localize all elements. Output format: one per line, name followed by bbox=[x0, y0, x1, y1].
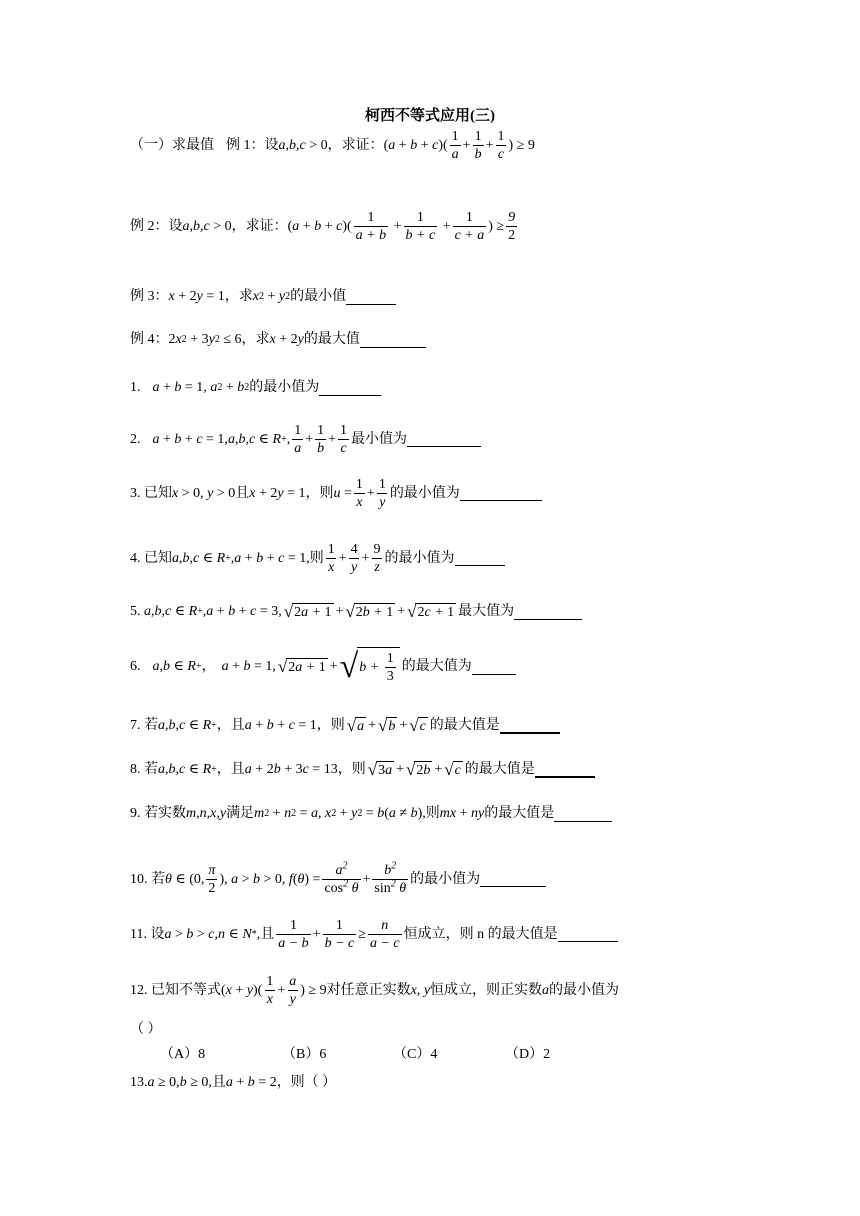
problem-number: 1. bbox=[130, 380, 141, 395]
fraction: $\frac{1}{a - b}$ bbox=[278, 918, 309, 951]
conjunction: 对任意正实数 bbox=[326, 982, 411, 998]
problem-9: 9. 若实数 m , n , x , y 满足 m 2 + n 2 = a , x 2 + y 2 = b ( a ≠ b ), 则 mx + ny 的最大值是 bbox=[130, 805, 612, 823]
square-root: √ 2c + 1 bbox=[407, 602, 455, 621]
fraction: $\frac{\pi}{2}$ bbox=[208, 863, 216, 896]
example-4-label: 例 4： bbox=[130, 332, 169, 347]
problem-10: 10. 若 θ ∈ (0, $\frac{\pi}{2}$ ), a > b > 0, f ( θ ) = $\frac{a^2}{\cos^2 \theta}$ + $\frac{b^2}{\sin^2 \theta}$ 的最小值为 bbox=[130, 862, 546, 897]
problem-number: 8. 若 bbox=[130, 762, 158, 777]
conjunction: ，且 bbox=[216, 718, 245, 733]
fraction: $\frac{9}{z}$ bbox=[373, 542, 381, 575]
answer-blank[interactable] bbox=[500, 718, 560, 734]
problem-number: 6. bbox=[130, 659, 141, 674]
problem-8-tail: 的最大值是 bbox=[464, 762, 535, 777]
fraction: $\frac{n}{a - c}$ bbox=[369, 918, 400, 951]
fraction: $\frac{1}{a + b}$ bbox=[355, 210, 387, 243]
problem-6-tail: 的最大值为 bbox=[401, 659, 472, 674]
conjunction: 满足 bbox=[226, 806, 255, 821]
example-3-tail: ，求 bbox=[224, 289, 253, 304]
problem-number: 10. 若 bbox=[130, 871, 165, 887]
page-title: 柯西不等式应用(三) bbox=[365, 108, 495, 124]
example-4-max: 的最大值 bbox=[303, 332, 360, 347]
fraction: $\frac{1}{c}$ bbox=[340, 423, 348, 456]
option-d[interactable]: （D）2 bbox=[505, 1047, 551, 1062]
problem-12: 12. 已知不等式 ( x + y )( $\frac{1}{x}$ + $\frac{a}{y}$ ) ≥ 9 对任意正实数 x , y 恒成立，则正实数 a 的最小值为 bbox=[130, 974, 620, 1007]
example-1: （一）求最值 例 1：设 a , b , c > 0 ，求证： ( a + b + c )( $\frac{1}{a}$ + $\frac{1}{b}$ + $\frac{1}{c}$ ) ≥ 9 bbox=[130, 129, 535, 162]
answer-blank[interactable] bbox=[514, 605, 582, 620]
answer-blank[interactable] bbox=[407, 432, 481, 447]
problem-number: 9. 若实数 bbox=[130, 806, 186, 821]
fraction: $\frac{1}{b}$ bbox=[474, 129, 482, 162]
fraction: $\frac{1}{3}$ bbox=[386, 651, 394, 684]
conjunction: ，则 bbox=[305, 485, 334, 501]
problem-number: 3. 已知 bbox=[130, 485, 172, 501]
problem-13: 13. a ≥ 0, b ≥ 0, 且 a + b = 2 ，则（ ） bbox=[130, 1075, 337, 1090]
problem-4-tail: 的最小值为 bbox=[384, 550, 455, 566]
example-1-label: 例 1：设 bbox=[226, 137, 279, 153]
example-2: 例 2：设 a , b , c > 0 ，求证： ( a + b + c )( $\frac{1}{a + b}$ + $\frac{1}{b + c}$ + $\frac{1}{c + a}$ ) ≥ $\frac{9}{2}$ bbox=[130, 210, 516, 243]
fraction: $\frac{1}{a}$ bbox=[294, 423, 302, 456]
option-c[interactable]: （C）4 bbox=[393, 1047, 438, 1062]
square-root: √ 2a + 1 bbox=[277, 657, 326, 676]
problem-1-tail: 的最小值为 bbox=[249, 380, 320, 395]
problem-5: 5. a , b , c ∈ R + , a + b + c = 3, √ 2a + 1 + √ 2b + 1 + √ 2c + 1 最大值为 bbox=[130, 603, 582, 621]
problem-1: 1. a + b = 1, a 2 + b 2 的最小值为 bbox=[130, 379, 381, 397]
problem-2-tail: 最小值为 bbox=[351, 431, 408, 447]
answer-blank[interactable] bbox=[535, 762, 595, 778]
problem-6: 6. a , b ∈ R + ， a + b = 1, √ 2a + 1 + √ b + $\frac{1}{3}$ 的最大值为 bbox=[130, 647, 516, 687]
problem-number: 5. bbox=[130, 604, 141, 619]
answer-blank[interactable] bbox=[455, 551, 505, 566]
answer-blank[interactable] bbox=[360, 333, 426, 348]
prove-label: ，求证： bbox=[327, 137, 384, 153]
conjunction: ，则 bbox=[337, 762, 366, 777]
problem-7: 7. 若 a , b , c ∈ R + ，且 a + b + c = 1 ，则 √ a + √ b + √ c 的最大值是 bbox=[130, 717, 560, 735]
problem-4: 4. 已知 a , b , c ∈ R + , a + b + c = 1, 则 $\frac{1}{x}$ + $\frac{4}{y}$ + $\frac{9}{z}$ 的最小值为 bbox=[130, 541, 505, 576]
conjunction: 且 bbox=[211, 1075, 226, 1090]
answer-blank[interactable] bbox=[472, 660, 516, 675]
prove-label: ，求证： bbox=[231, 218, 288, 234]
fraction: $\frac{1}{x}$ bbox=[327, 542, 335, 575]
problem-10-tail: 的最小值为 bbox=[410, 871, 481, 887]
fraction: $\frac{4}{y}$ bbox=[350, 542, 358, 575]
problem-number: 12. 已知不等式 bbox=[130, 982, 221, 998]
square-root: √ c bbox=[444, 760, 461, 779]
conjunction: ，则 bbox=[316, 718, 345, 733]
fraction: $\frac{1}{y}$ bbox=[378, 477, 386, 510]
answer-blank[interactable] bbox=[346, 290, 396, 305]
problem-5-tail: 最大值为 bbox=[458, 604, 515, 619]
square-root: √ c bbox=[409, 716, 426, 735]
fraction: $\frac{a^2}{\cos^2 \theta}$ bbox=[324, 860, 359, 896]
option-a[interactable]: （A）8 bbox=[160, 1047, 206, 1062]
problem-8: 8. 若 a , b , c ∈ R + ，且 a + 2 b + 3 c = 13 ，则 √ 3a + √ 2b + √ c 的最大值是 bbox=[130, 761, 595, 779]
fraction: $\frac{1}{c}$ bbox=[497, 129, 505, 162]
answer-blank[interactable] bbox=[558, 927, 618, 942]
section-label: （一）求最值 bbox=[130, 137, 214, 153]
problem-number: 11. 设 bbox=[130, 926, 165, 942]
square-root: √ 2b bbox=[405, 760, 431, 779]
conjunction: 恒成立，则正实数 bbox=[430, 982, 543, 998]
problem-13-tail: ，则（ ） bbox=[276, 1075, 337, 1090]
problem-12-tail: 的最小值为 bbox=[549, 982, 620, 998]
fraction: $\frac{9}{2}$ bbox=[508, 210, 516, 243]
problem-11-tail: 恒成立，则 n 的最大值是 bbox=[403, 926, 558, 942]
answer-blank[interactable] bbox=[460, 486, 542, 501]
problem-2: 2. a + b + c = 1, a , b , c ∈ R + , $\frac{1}{a}$ + $\frac{1}{b}$ + $\frac{1}{c}$ 最小值为 bbox=[130, 422, 481, 457]
problem-number: 13. bbox=[130, 1075, 148, 1090]
problem-number: 2. bbox=[130, 431, 141, 447]
option-b[interactable]: （B）6 bbox=[282, 1047, 327, 1062]
fraction: $\frac{1}{c + a}$ bbox=[454, 210, 485, 243]
example-2-label: 例 2：设 bbox=[130, 218, 183, 234]
answer-blank[interactable] bbox=[554, 807, 612, 822]
problem-12-paren: （ ） bbox=[130, 1022, 162, 1037]
example-3: 例 3： x + 2 y = 1 ，求 x 2 + y 2 的最小值 bbox=[130, 288, 396, 306]
example-4: 例 4： 2 x 2 + 3 y 2 ≤ 6 ，求 x + 2 y 的最大值 bbox=[130, 331, 426, 349]
fraction: $\frac{1}{a}$ bbox=[451, 129, 459, 162]
example-4-tail: ，求 bbox=[241, 332, 270, 347]
square-root: √ 2a + 1 bbox=[283, 602, 332, 621]
conjunction: 且 bbox=[260, 926, 275, 942]
problem-number: 7. 若 bbox=[130, 718, 158, 733]
fraction: $\frac{b^2}{\sin^2 \theta}$ bbox=[374, 860, 407, 896]
formula: a bbox=[278, 137, 286, 153]
problem-3-tail: 的最小值为 bbox=[389, 485, 460, 501]
problem-11: 11. 设 a > b > c , n ∈ N * , 且 $\frac{1}{a - b}$ + $\frac{1}{b - c}$ ≥ $\frac{n}{a - c}$ 恒成立，则 n 的最大值是 bbox=[130, 917, 618, 952]
problem-3: 3. 已知 x > 0, y > 0 且 x + 2 y = 1 ，则 u = $\frac{1}{x}$ + $\frac{1}{y}$ 的最小值为 bbox=[130, 476, 542, 511]
conjunction: 且 bbox=[235, 485, 250, 501]
square-root: √ b bbox=[377, 716, 396, 735]
square-root: √ a bbox=[346, 716, 365, 735]
fraction: $\frac{1}{b - c}$ bbox=[324, 918, 355, 951]
fraction: $\frac{1}{b + c}$ bbox=[405, 210, 436, 243]
square-root: √ 3a bbox=[367, 760, 393, 779]
fraction: $\frac{a}{y}$ bbox=[289, 974, 297, 1007]
conjunction: 则 bbox=[425, 806, 440, 821]
example-3-label: 例 3： bbox=[130, 289, 169, 304]
answer-blank[interactable] bbox=[319, 381, 381, 396]
conjunction: 则 bbox=[309, 550, 324, 566]
problem-9-tail: 的最大值是 bbox=[484, 806, 555, 821]
problem-number: 4. 已知 bbox=[130, 550, 172, 566]
fraction: $\frac{1}{x}$ bbox=[266, 974, 274, 1007]
problem-7-tail: 的最大值是 bbox=[429, 718, 500, 733]
conjunction: ，且 bbox=[216, 762, 245, 777]
example-3-min: 的最小值 bbox=[290, 289, 347, 304]
fraction: $\frac{1}{b}$ bbox=[317, 423, 325, 456]
square-root: √ b + $\frac{1}{3}$ bbox=[340, 647, 400, 687]
fraction: $\frac{1}{x}$ bbox=[355, 477, 363, 510]
square-root: √ 2b + 1 bbox=[345, 602, 394, 621]
answer-blank[interactable] bbox=[480, 872, 546, 887]
